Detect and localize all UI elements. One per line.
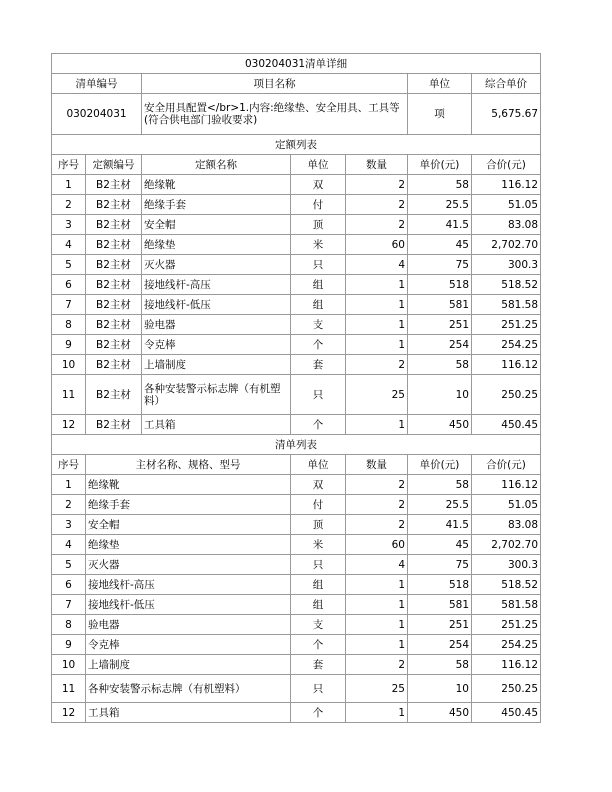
unit-price-cell: 518 xyxy=(408,275,472,295)
unit-price-cell: 581 xyxy=(408,595,472,615)
unit-cell: 个 xyxy=(291,635,346,655)
unit-price-cell: 75 xyxy=(408,255,472,275)
material-section-title: 清单列表 xyxy=(52,435,541,455)
total-cell: 251.25 xyxy=(472,615,541,635)
table-body xyxy=(52,54,541,723)
quota-name-cell: 各种安装警示标志牌（有机塑料） xyxy=(142,375,291,415)
qty-cell: 2 xyxy=(346,515,408,535)
bill-header-row xyxy=(52,74,541,94)
seq-cell: 6 xyxy=(52,275,86,295)
material-name-cell: 上墙制度 xyxy=(86,655,291,675)
unit-cell: 个 xyxy=(291,415,346,435)
material-name-cell: 灭火器 xyxy=(86,555,291,575)
seq-cell: 3 xyxy=(52,215,86,235)
unit-price-cell: 581 xyxy=(408,295,472,315)
unit-cell: 个 xyxy=(291,703,346,723)
quota-row xyxy=(52,315,541,335)
material-name-cell: 安全帽 xyxy=(86,515,291,535)
qty-cell: 1 xyxy=(346,275,408,295)
material-row xyxy=(52,655,541,675)
total-cell: 116.12 xyxy=(472,655,541,675)
total-cell: 116.12 xyxy=(472,355,541,375)
unit-cell: 只 xyxy=(291,255,346,275)
unit-price-cell: 25.5 xyxy=(408,195,472,215)
quota-code-cell: B2主材 xyxy=(86,235,142,255)
total-cell: 581.58 xyxy=(472,295,541,315)
bill-price: 5,675.67 xyxy=(472,94,541,135)
total-cell: 254.25 xyxy=(472,635,541,655)
unit-price-cell: 58 xyxy=(408,175,472,195)
quota-name-cell: 接地线杆-低压 xyxy=(142,295,291,315)
unit-price-cell: 450 xyxy=(408,703,472,723)
material-name-cell: 绝缘手套 xyxy=(86,495,291,515)
quota-name-cell: 工具箱 xyxy=(142,415,291,435)
title-row xyxy=(52,54,541,74)
unit-price-cell: 41.5 xyxy=(408,515,472,535)
unit-cell: 支 xyxy=(291,615,346,635)
unit-price-cell: 251 xyxy=(408,315,472,335)
quota-row xyxy=(52,255,541,275)
material-name-header: 主材名称、规格、型号 xyxy=(86,455,291,475)
total-cell: 83.08 xyxy=(472,515,541,535)
seq-cell: 10 xyxy=(52,655,86,675)
unit-cell: 组 xyxy=(291,575,346,595)
total-cell: 300.3 xyxy=(472,255,541,275)
bill-name-header: 项目名称 xyxy=(142,74,408,94)
unit-price-cell: 251 xyxy=(408,615,472,635)
quota-code-cell: B2主材 xyxy=(86,215,142,235)
quota-row xyxy=(52,375,541,415)
seq-cell: 2 xyxy=(52,495,86,515)
quota-code-cell: B2主材 xyxy=(86,175,142,195)
qty-cell: 60 xyxy=(346,535,408,555)
total-cell: 116.12 xyxy=(472,475,541,495)
seq-header: 序号 xyxy=(52,455,86,475)
total-cell: 250.25 xyxy=(472,675,541,703)
quota-name-cell: 上墙制度 xyxy=(142,355,291,375)
bill-name: 安全用具配置</br>1.内容:绝缘垫、安全用具、工具等(符合供电部门验收要求) xyxy=(142,94,408,135)
seq-cell: 2 xyxy=(52,195,86,215)
quota-row xyxy=(52,415,541,435)
total-cell: 518.52 xyxy=(472,575,541,595)
unit-price-cell: 10 xyxy=(408,675,472,703)
quota-row xyxy=(52,295,541,315)
material-row xyxy=(52,575,541,595)
unit-price-cell: 58 xyxy=(408,475,472,495)
bill-unit: 项 xyxy=(408,94,472,135)
material-name-cell: 验电器 xyxy=(86,615,291,635)
total-cell: 300.3 xyxy=(472,555,541,575)
qty-header: 数量 xyxy=(346,155,408,175)
quota-row xyxy=(52,275,541,295)
qty-cell: 1 xyxy=(346,295,408,315)
bill-code-header: 清单编号 xyxy=(52,74,142,94)
qty-cell: 1 xyxy=(346,415,408,435)
quota-name-cell: 验电器 xyxy=(142,315,291,335)
material-row xyxy=(52,703,541,723)
quota-code-cell: B2主材 xyxy=(86,295,142,315)
material-section-title-row xyxy=(52,435,541,455)
quota-name-cell: 绝缘手套 xyxy=(142,195,291,215)
seq-cell: 9 xyxy=(52,335,86,355)
unit-price-cell: 41.5 xyxy=(408,215,472,235)
qty-cell: 1 xyxy=(346,635,408,655)
unit-cell: 双 xyxy=(291,475,346,495)
qty-cell: 60 xyxy=(346,235,408,255)
seq-cell: 11 xyxy=(52,675,86,703)
seq-cell: 4 xyxy=(52,535,86,555)
qty-cell: 25 xyxy=(346,675,408,703)
seq-cell: 5 xyxy=(52,555,86,575)
unit-cell: 套 xyxy=(291,355,346,375)
unit-header: 单位 xyxy=(291,155,346,175)
material-row xyxy=(52,635,541,655)
unit-price-cell: 254 xyxy=(408,635,472,655)
unit-cell: 付 xyxy=(291,495,346,515)
seq-cell: 6 xyxy=(52,575,86,595)
unit-cell: 套 xyxy=(291,655,346,675)
total-cell: 254.25 xyxy=(472,335,541,355)
quota-code-cell: B2主材 xyxy=(86,315,142,335)
unit-cell: 只 xyxy=(291,675,346,703)
quota-header-row xyxy=(52,155,541,175)
unit-price-cell: 25.5 xyxy=(408,495,472,515)
unit-price-cell: 58 xyxy=(408,655,472,675)
quota-code-cell: B2主材 xyxy=(86,375,142,415)
total-cell: 51.05 xyxy=(472,495,541,515)
quota-row xyxy=(52,355,541,375)
material-row xyxy=(52,515,541,535)
total-cell: 518.52 xyxy=(472,275,541,295)
material-name-cell: 绝缘靴 xyxy=(86,475,291,495)
unit-price-cell: 58 xyxy=(408,355,472,375)
unit-cell: 付 xyxy=(291,195,346,215)
material-row xyxy=(52,555,541,575)
material-name-cell: 各种安装警示标志牌（有机塑料） xyxy=(86,675,291,703)
quota-name-header: 定额名称 xyxy=(142,155,291,175)
material-name-cell: 绝缘垫 xyxy=(86,535,291,555)
total-cell: 116.12 xyxy=(472,175,541,195)
quota-code-cell: B2主材 xyxy=(86,335,142,355)
material-row xyxy=(52,475,541,495)
unit-cell: 组 xyxy=(291,595,346,615)
seq-cell: 8 xyxy=(52,315,86,335)
quota-row xyxy=(52,195,541,215)
quota-code-cell: B2主材 xyxy=(86,355,142,375)
material-row xyxy=(52,675,541,703)
unit-cell: 顶 xyxy=(291,515,346,535)
qty-cell: 2 xyxy=(346,495,408,515)
seq-cell: 9 xyxy=(52,635,86,655)
bill-unit-header: 单位 xyxy=(408,74,472,94)
unit-price-cell: 45 xyxy=(408,535,472,555)
unit-cell: 只 xyxy=(291,375,346,415)
seq-cell: 11 xyxy=(52,375,86,415)
quota-section-title: 定额列表 xyxy=(52,135,541,155)
qty-header: 数量 xyxy=(346,455,408,475)
seq-cell: 3 xyxy=(52,515,86,535)
quota-code-cell: B2主材 xyxy=(86,275,142,295)
unit-price-cell: 75 xyxy=(408,555,472,575)
unit-price-header: 单价(元) xyxy=(408,455,472,475)
material-header-row xyxy=(52,455,541,475)
qty-cell: 1 xyxy=(346,703,408,723)
unit-cell: 组 xyxy=(291,275,346,295)
quota-name-cell: 绝缘靴 xyxy=(142,175,291,195)
seq-cell: 1 xyxy=(52,175,86,195)
quota-name-cell: 安全帽 xyxy=(142,215,291,235)
total-cell: 2,702.70 xyxy=(472,535,541,555)
total-cell: 581.58 xyxy=(472,595,541,615)
qty-cell: 1 xyxy=(346,595,408,615)
seq-cell: 10 xyxy=(52,355,86,375)
qty-cell: 2 xyxy=(346,475,408,495)
unit-cell: 支 xyxy=(291,315,346,335)
total-header: 合价(元) xyxy=(472,155,541,175)
unit-cell: 双 xyxy=(291,175,346,195)
material-name-cell: 令克棒 xyxy=(86,635,291,655)
qty-cell: 4 xyxy=(346,255,408,275)
material-row xyxy=(52,495,541,515)
quota-name-cell: 绝缘垫 xyxy=(142,235,291,255)
qty-cell: 2 xyxy=(346,175,408,195)
unit-cell: 米 xyxy=(291,535,346,555)
unit-price-cell: 45 xyxy=(408,235,472,255)
total-header: 合价(元) xyxy=(472,455,541,475)
total-cell: 51.05 xyxy=(472,195,541,215)
material-name-cell: 工具箱 xyxy=(86,703,291,723)
bill-detail-table xyxy=(51,53,541,723)
page-title: 030204031清单详细 xyxy=(52,54,541,74)
quota-section-title-row xyxy=(52,135,541,155)
material-row xyxy=(52,615,541,635)
quota-row xyxy=(52,175,541,195)
quota-name-cell: 灭火器 xyxy=(142,255,291,275)
unit-cell: 米 xyxy=(291,235,346,255)
quota-code-cell: B2主材 xyxy=(86,195,142,215)
total-cell: 2,702.70 xyxy=(472,235,541,255)
total-cell: 450.45 xyxy=(472,703,541,723)
qty-cell: 4 xyxy=(346,555,408,575)
unit-cell: 个 xyxy=(291,335,346,355)
qty-cell: 2 xyxy=(346,195,408,215)
quota-row xyxy=(52,215,541,235)
quota-code-header: 定额编号 xyxy=(86,155,142,175)
total-cell: 250.25 xyxy=(472,375,541,415)
qty-cell: 1 xyxy=(346,575,408,595)
unit-price-header: 单价(元) xyxy=(408,155,472,175)
material-row xyxy=(52,595,541,615)
unit-cell: 组 xyxy=(291,295,346,315)
total-cell: 251.25 xyxy=(472,315,541,335)
seq-cell: 12 xyxy=(52,415,86,435)
unit-header: 单位 xyxy=(291,455,346,475)
seq-cell: 12 xyxy=(52,703,86,723)
bill-code: 030204031 xyxy=(52,94,142,135)
seq-header: 序号 xyxy=(52,155,86,175)
unit-price-cell: 450 xyxy=(408,415,472,435)
unit-cell: 只 xyxy=(291,555,346,575)
seq-cell: 7 xyxy=(52,295,86,315)
unit-price-cell: 254 xyxy=(408,335,472,355)
total-cell: 83.08 xyxy=(472,215,541,235)
qty-cell: 2 xyxy=(346,655,408,675)
quota-row xyxy=(52,235,541,255)
quota-code-cell: B2主材 xyxy=(86,415,142,435)
quota-name-cell: 令克棒 xyxy=(142,335,291,355)
bill-price-header: 综合单价 xyxy=(472,74,541,94)
unit-price-cell: 10 xyxy=(408,375,472,415)
material-row xyxy=(52,535,541,555)
qty-cell: 25 xyxy=(346,375,408,415)
quota-code-cell: B2主材 xyxy=(86,255,142,275)
qty-cell: 1 xyxy=(346,315,408,335)
seq-cell: 5 xyxy=(52,255,86,275)
qty-cell: 2 xyxy=(346,355,408,375)
seq-cell: 8 xyxy=(52,615,86,635)
material-name-cell: 接地线杆-高压 xyxy=(86,575,291,595)
bill-row xyxy=(52,94,541,135)
seq-cell: 7 xyxy=(52,595,86,615)
qty-cell: 1 xyxy=(346,335,408,355)
material-name-cell: 接地线杆-低压 xyxy=(86,595,291,615)
qty-cell: 2 xyxy=(346,215,408,235)
total-cell: 450.45 xyxy=(472,415,541,435)
unit-cell: 顶 xyxy=(291,215,346,235)
quota-name-cell: 接地线杆-高压 xyxy=(142,275,291,295)
seq-cell: 4 xyxy=(52,235,86,255)
unit-price-cell: 518 xyxy=(408,575,472,595)
seq-cell: 1 xyxy=(52,475,86,495)
quota-row xyxy=(52,335,541,355)
qty-cell: 1 xyxy=(346,615,408,635)
